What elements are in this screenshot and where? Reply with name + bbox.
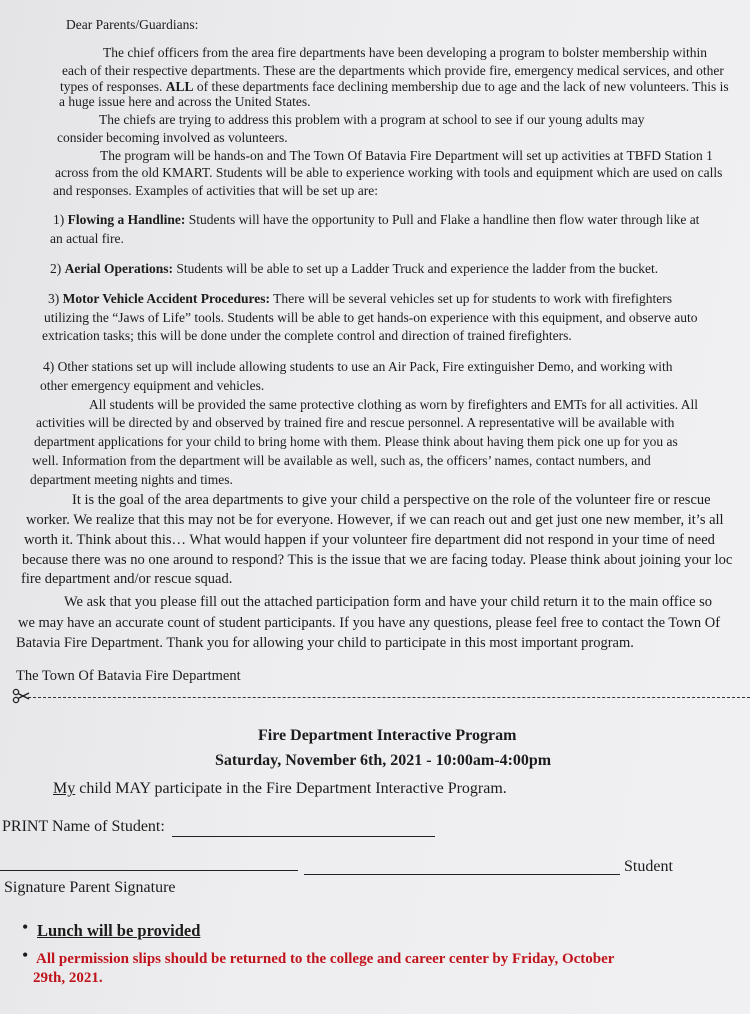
paragraph-2-line-2: consider becoming involved as volunteers. xyxy=(57,130,288,145)
consent-statement: My child MAY participate in the Fire Department Interactive Program. xyxy=(53,780,507,797)
activity-item-3-line-3: extrication tasks; this will be done under the complete control and direction of trained firefighters. xyxy=(42,328,572,343)
paragraph-1-line-2: each of their respective departments. These are the departments which provide fire, emergency medical services, and other xyxy=(62,63,724,78)
paragraph-5-line-3: worth it. Think about this… What would happen if your volunteer fire department did not respond in your time of need xyxy=(24,532,715,548)
cut-line xyxy=(28,697,750,698)
activity-item-2: 2) Aerial Operations: Students will be able to set up a Ladder Truck and experience the ladder from the bucket. xyxy=(50,261,659,276)
student-label: Student xyxy=(624,858,673,875)
paragraph-4-line-4: well. Information from the department will be available as well, such as, the officers’ names, contact numbers, and xyxy=(32,453,651,468)
paragraph-2-line-1: The chiefs are trying to address this problem with a program at school to see if our young adults may xyxy=(99,112,645,127)
paragraph-5-line-1: It is the goal of the area departments to give your child a perspective on the role of the volunteer fire or rescue xyxy=(72,492,711,508)
return-deadline-line-2: 29th, 2021. xyxy=(33,970,103,986)
paragraph-3-line-1: The program will be hands-on and The Town Of Batavia Fire Department will set up activities at TBFD Station 1 xyxy=(100,148,713,163)
form-title: Fire Department Interactive Program xyxy=(258,727,517,744)
paragraph-5-line-5: fire department and/or rescue squad. xyxy=(21,571,233,587)
paragraph-1-line-1: The chief officers from the area fire departments have been developing a program to bolster membership within xyxy=(103,45,708,60)
paragraph-4-line-1: All students will be provided the same protective clothing as worn by firefighters and EMTs for all activities. All xyxy=(89,397,699,412)
paragraph-5-line-2: worker. We realize that this may not be for everyone. However, if we can reach out and get just one new member, it’s all xyxy=(26,512,724,528)
paragraph-5-line-4: because there was no one around to respond? This is the issue that we are facing today. Please think about joining your loc xyxy=(22,552,733,568)
paragraph-1-line-4: a huge issue here and across the United States. xyxy=(59,94,311,109)
print-name-label: PRINT Name of Student: xyxy=(2,818,165,835)
activity-item-3-line-1: 3) Motor Vehicle Accident Procedures: There will be several vehicles set up for students to work with firefighters xyxy=(48,291,672,306)
activity-item-4-line-1: 4) Other stations set up will include allowing students to use an Air Pack, Fire extinguisher Demo, and working with xyxy=(43,359,673,374)
activity-item-4-line-2: other emergency equipment and vehicles. xyxy=(40,378,265,393)
lunch-note: Lunch will be provided xyxy=(37,921,201,940)
paragraph-4-line-5: department meeting nights and times. xyxy=(30,472,233,487)
paragraph-3-line-2: across from the old KMART. Students will be able to experience working with tools and equipment which are used on calls xyxy=(55,165,723,180)
paragraph-1-line-3: types of responses. ALL of these departments face declining membership due to age and the lack of new volunteers. This is xyxy=(60,79,729,94)
signoff: The Town Of Batavia Fire Department xyxy=(16,668,241,684)
bullet-icon: • xyxy=(22,917,29,937)
paragraph-6-line-3: Batavia Fire Department. Thank you for allowing your child to participate in this most important program. xyxy=(16,635,634,651)
activity-item-3-line-2: utilizing the “Jaws of Life” tools. Students will be able to get hands-on experience with this equipment, and observe auto xyxy=(44,310,698,325)
form-date: Saturday, November 6th, 2021 - 10:00am-4:00pm xyxy=(215,752,552,769)
paragraph-4-line-2: activities will be directed by and observed by trained fire and rescue personnel. A representative will be available with xyxy=(36,415,675,430)
signature-label: Signature Parent Signature xyxy=(4,879,176,896)
paragraph-6-line-1: We ask that you please fill out the attached participation form and have your child return it to the main office so xyxy=(64,594,713,610)
paragraph-6-line-2: we may have an accurate count of student participants. If you have any questions, please feel free to contact the Town Of xyxy=(18,615,721,631)
scissors-icon xyxy=(12,688,30,709)
bullet-icon: • xyxy=(22,945,29,965)
student-name-field[interactable] xyxy=(172,836,435,837)
return-deadline-line-1: All permission slips should be returned to the college and career center by Friday, October xyxy=(36,951,615,967)
activity-item-1-line-2: an actual fire. xyxy=(50,231,124,246)
paragraph-4-line-3: department applications for your child to bring home with them. Please think about having them pick one up for you as xyxy=(34,434,678,449)
salutation: Dear Parents/Guardians: xyxy=(66,17,199,32)
activity-item-1-line-1: 1) Flowing a Handline: Students will have the opportunity to Pull and Flake a handline then flow water through like at xyxy=(53,212,700,227)
paragraph-3-line-3: and responses. Examples of activities that will be set up are: xyxy=(53,183,379,198)
parent-signature-line[interactable] xyxy=(304,874,620,875)
student-signature-line[interactable] xyxy=(0,870,298,871)
